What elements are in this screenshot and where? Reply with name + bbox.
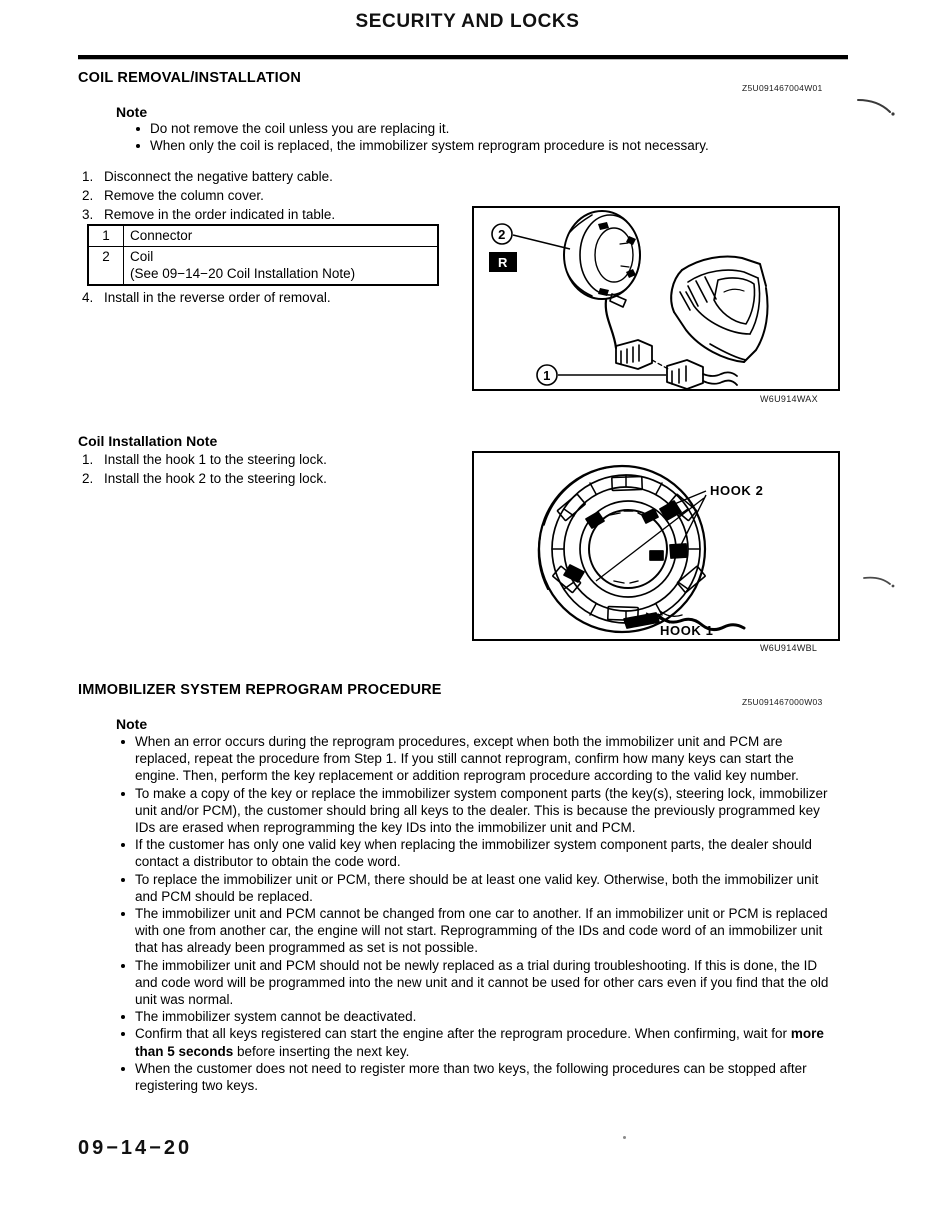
figure-coil-hooks-drawing — [474, 453, 838, 639]
page-footer — [78, 1137, 378, 1166]
section-title-coil-removal: COIL REMOVAL/INSTALLATION — [78, 70, 302, 86]
svg-text:R: R — [498, 255, 508, 270]
part-name: Coil — [130, 249, 154, 264]
step-number: 2. — [82, 471, 94, 486]
step-text: Remove the column cover. — [104, 188, 264, 203]
hook2-label: HOOK 2 — [710, 483, 764, 498]
list-item: When the customer does not need to register more than two keys, the following procedures can be stopped after registering two keys. — [118, 1060, 830, 1094]
step-text: Install in the reverse order of removal. — [104, 290, 331, 305]
note-text-part1: Confirm that all keys registered can start the engine after the reprogram procedure. When confirming, wait for — [135, 1026, 791, 1042]
step-text: Install the hook 1 to the steering lock. — [104, 452, 327, 467]
list-item — [82, 450, 482, 469]
list-item — [82, 167, 482, 186]
list-item: The immobilizer system cannot be deactivated. — [118, 1008, 830, 1025]
figure-coil-removal — [472, 206, 840, 391]
part-name: Connector — [124, 225, 439, 247]
figure-coil-hooks — [472, 451, 840, 641]
step-number: 2. — [82, 188, 94, 203]
page-number: 09−14−20 — [78, 1137, 193, 1159]
coil-installation-steps — [82, 450, 482, 488]
part-index: 1 — [88, 225, 124, 247]
running-header-title: SECURITY AND LOCKS — [355, 11, 580, 32]
list-item: The immobilizer unit and PCM cannot be changed from one car to another. If an immobilizer unit or PCM is replaced with one from another car, the engine will not start. Reprogramming of the IDs and code word of an immobilizer unit that has already been programmed as set is not possible. — [118, 905, 830, 957]
note-text-part2: before inserting the next key. — [233, 1043, 410, 1059]
callout-1-marker — [537, 365, 666, 385]
list-item: The immobilizer unit and PCM should not be newly replaced as a trial during troubleshooting. If this is done, the ID and code word will be programmed into the new unit and it cannot be used for other cars even if you find that the old unit was normal. — [118, 957, 830, 1009]
list-item: To make a copy of the key or replace the immobilizer system component parts (the key(s), steering lock, immobilizer unit and/or PCM), the customer should bring all keys to the dealer. This is because the previously programmed key IDs are erased when reprogramming the key IDs into the immobilizer unit and PCM. — [118, 785, 830, 837]
list-item: When only the coil is replaced, the immobilizer system reprogram procedure is not necessary. — [133, 137, 833, 154]
removal-steps — [82, 167, 482, 224]
figure-code-coil-hooks: W6U914WBL — [760, 643, 818, 653]
list-item — [82, 205, 482, 224]
part-index: 2 — [88, 247, 124, 286]
list-item: Do not remove the coil unless you are replacing it. — [133, 120, 833, 137]
list-item — [118, 1025, 830, 1059]
figure-coil-removal-drawing — [474, 208, 838, 389]
svg-text:2: 2 — [498, 227, 506, 242]
badge-r-marker — [489, 252, 517, 272]
step-text: Install the hook 2 to the steering lock. — [104, 471, 327, 486]
figure-code-coil-removal: W6U914WAX — [760, 394, 818, 404]
note-label-section1: Note — [116, 104, 148, 120]
scan-speck — [623, 1136, 626, 1139]
immobilizer-note-list — [118, 733, 830, 1094]
step-number: 3. — [82, 207, 94, 222]
note-list-section1 — [133, 120, 833, 154]
step-number: 4. — [82, 290, 94, 305]
list-item: To replace the immobilizer unit or PCM, there should be at least one valid key. Otherwise, both the immobilizer unit and PCM should be replaced. — [118, 871, 830, 905]
step-text: Remove in the order indicated in table. — [104, 207, 336, 222]
list-item — [82, 288, 482, 307]
step-text: Disconnect the negative battery cable. — [104, 169, 333, 184]
part-name-cell — [124, 247, 439, 286]
table-row — [88, 247, 438, 286]
scan-artifact-top — [856, 96, 916, 120]
final-step — [82, 288, 482, 307]
list-item — [82, 469, 482, 488]
list-item — [82, 186, 482, 205]
doc-code-coil-removal: Z5U091467004W01 — [742, 83, 823, 93]
list-item: When an error occurs during the reprogram procedures, except when both the immobilizer unit and PCM are replaced, repeat the procedure from Step 1. If you still cannot reprogram, confirm how many keys can start the engine. Then, perform the key replacement or addition reprogram procedure according to the valid key number. — [118, 733, 830, 785]
note-text-emphasis: more than 5 seconds — [135, 1026, 824, 1059]
list-item: If the customer has only one valid key when replacing the immobilizer system component parts, the dealer should contact a distributor to obtain the code word. — [118, 836, 830, 870]
hook1-label: HOOK 1 — [660, 623, 714, 638]
step-number: 1. — [82, 452, 94, 467]
header-rule — [78, 55, 848, 59]
svg-text:1: 1 — [543, 368, 551, 383]
doc-code-immobilizer: Z5U091467000W03 — [742, 697, 823, 707]
note-label-section3: Note — [116, 716, 148, 732]
running-header — [0, 11, 935, 52]
table-row — [88, 225, 438, 247]
scan-artifact-bottom — [860, 570, 920, 594]
callout-2-marker — [492, 224, 570, 249]
step-number: 1. — [82, 169, 94, 184]
part-reference: (See 09−14−20 Coil Installation Note) — [130, 266, 356, 281]
parts-table — [87, 224, 439, 286]
section-title-coil-installation-note: Coil Installation Note — [78, 433, 218, 449]
section-title-immobilizer-reprogram: IMMOBILIZER SYSTEM REPROGRAM PROCEDURE — [78, 682, 442, 698]
